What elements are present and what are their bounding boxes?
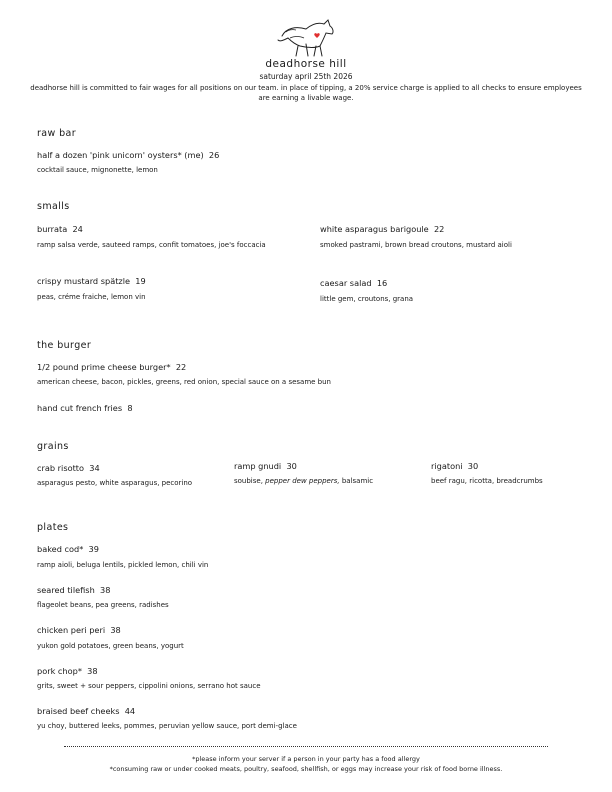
menu-item-ramp-gnudi [234, 461, 297, 471]
item-description: american cheese, bacon, pickles, greens, red onion, special sauce on a sesame bun [37, 378, 331, 386]
item-name: rigatoni [431, 461, 463, 471]
raw-food-warning: *consuming raw or under cooked meats, poultry, seafood, shellfish, or eggs may increase your risk of food borne illness. [109, 765, 503, 773]
item-name: crab risotto [37, 463, 85, 473]
section-title-grains: grains [37, 441, 69, 452]
restaurant-name: deadhorse hill [265, 58, 347, 70]
item-price: 22 [433, 224, 445, 234]
item-description: smoked pastrami, brown bread croutons, mustard aioli [320, 241, 512, 249]
item-price: 19 [135, 276, 146, 286]
item-price: 24 [72, 224, 83, 234]
menu-item-french-fries [37, 403, 133, 413]
section-title-plates: plates [37, 522, 69, 533]
menu-item-rigatoni [431, 461, 478, 471]
menu-item-pork-chop [37, 666, 98, 676]
item-price: 26 [208, 150, 220, 160]
item-name: 1/2 pound prime cheese burger* [37, 362, 171, 372]
menu-date: saturday april 25th 2026 [259, 72, 353, 81]
menu-item-baked-cod [37, 544, 99, 554]
menu-item-spatzle [37, 276, 146, 286]
section-title-burger: the burger [37, 340, 92, 351]
item-name: hand cut french fries [37, 403, 123, 413]
item-description: yukon gold potatoes, green beans, yogurt [37, 642, 184, 650]
item-name: white asparagus barigoule [320, 224, 429, 234]
item-name: ramp gnudi [234, 461, 282, 471]
item-name: chicken peri peri [37, 625, 106, 635]
item-price: 44 [124, 706, 136, 716]
item-description: peas, créme fraiche, lemon vin [37, 293, 146, 301]
service-charge-note: deadhorse hill is committed to fair wages for all positions on our team. in place of tipping, a 20% service charge is applied to all checks to ensure employees are earning a livable wage. [30, 84, 582, 102]
item-description: cocktail sauce, mignonette, lemon [37, 166, 158, 174]
gnudi-desc-italic: pepper dew peppers, [265, 477, 340, 485]
item-name: braised beef cheeks [37, 706, 120, 716]
section-title-smalls: smalls [37, 201, 70, 212]
item-description: grits, sweet + sour peppers, cippolini onions, serrano hot sauce [37, 682, 261, 690]
item-description: asparagus pesto, white asparagus, pecorino [37, 479, 193, 487]
item-price: 38 [110, 625, 121, 635]
item-description: beef ragu, ricotta, breadcrumbs [431, 477, 543, 485]
item-description: little gem, croutons, grana [320, 295, 414, 303]
menu-item-caesar-salad [320, 278, 387, 288]
item-price: 8 [127, 403, 133, 413]
item-description: ramp salsa verde, sauteed ramps, confit tomatoes, joe's foccacia [37, 241, 266, 249]
item-price: 16 [376, 278, 388, 288]
item-description [234, 477, 404, 486]
item-price: 38 [99, 585, 111, 595]
menu-item-white-asparagus [320, 224, 444, 234]
item-price: 39 [88, 544, 99, 554]
item-name: baked cod* [37, 544, 84, 554]
gnudi-desc-part: balsamic [339, 477, 374, 485]
item-price: 22 [175, 362, 187, 372]
menu-item-seared-tilefish [37, 585, 110, 595]
item-price: 30 [286, 461, 297, 471]
item-description: flageolet beans, pea greens, radishes [37, 601, 169, 609]
menu-item-braised-beef-cheeks [37, 706, 135, 716]
item-price: 30 [467, 461, 479, 471]
item-name: seared tilefish [37, 585, 95, 595]
menu-item-chicken-peri-peri [37, 625, 121, 635]
item-name: pork chop* [37, 666, 82, 676]
menu-item-oysters [37, 150, 219, 160]
menu-item-cheese-burger [37, 362, 186, 372]
item-description: ramp aioli, beluga lentils, pickled lemon, chili vin [37, 561, 209, 569]
section-title-raw-bar: raw bar [37, 128, 77, 139]
item-name: crispy mustard spätzle [37, 276, 131, 286]
item-name: burrata [37, 224, 68, 234]
item-price: 34 [89, 463, 100, 473]
item-name: half a dozen 'pink unicorn' oysters* (me) [37, 150, 204, 160]
menu-item-crab-risotto [37, 463, 100, 473]
menu-item-burrata [37, 224, 83, 234]
gnudi-desc-part: soubise, [234, 477, 266, 485]
item-name: caesar salad [320, 278, 372, 288]
item-price: 38 [87, 666, 98, 676]
item-description: yu choy, buttered leeks, pommes, peruvian yellow sauce, port demi-glace [37, 722, 297, 730]
allergy-notice: *please inform your server if a person in your party has a food allergy [192, 755, 420, 763]
dotted-divider [64, 746, 548, 747]
horse-logo-icon [276, 16, 338, 60]
